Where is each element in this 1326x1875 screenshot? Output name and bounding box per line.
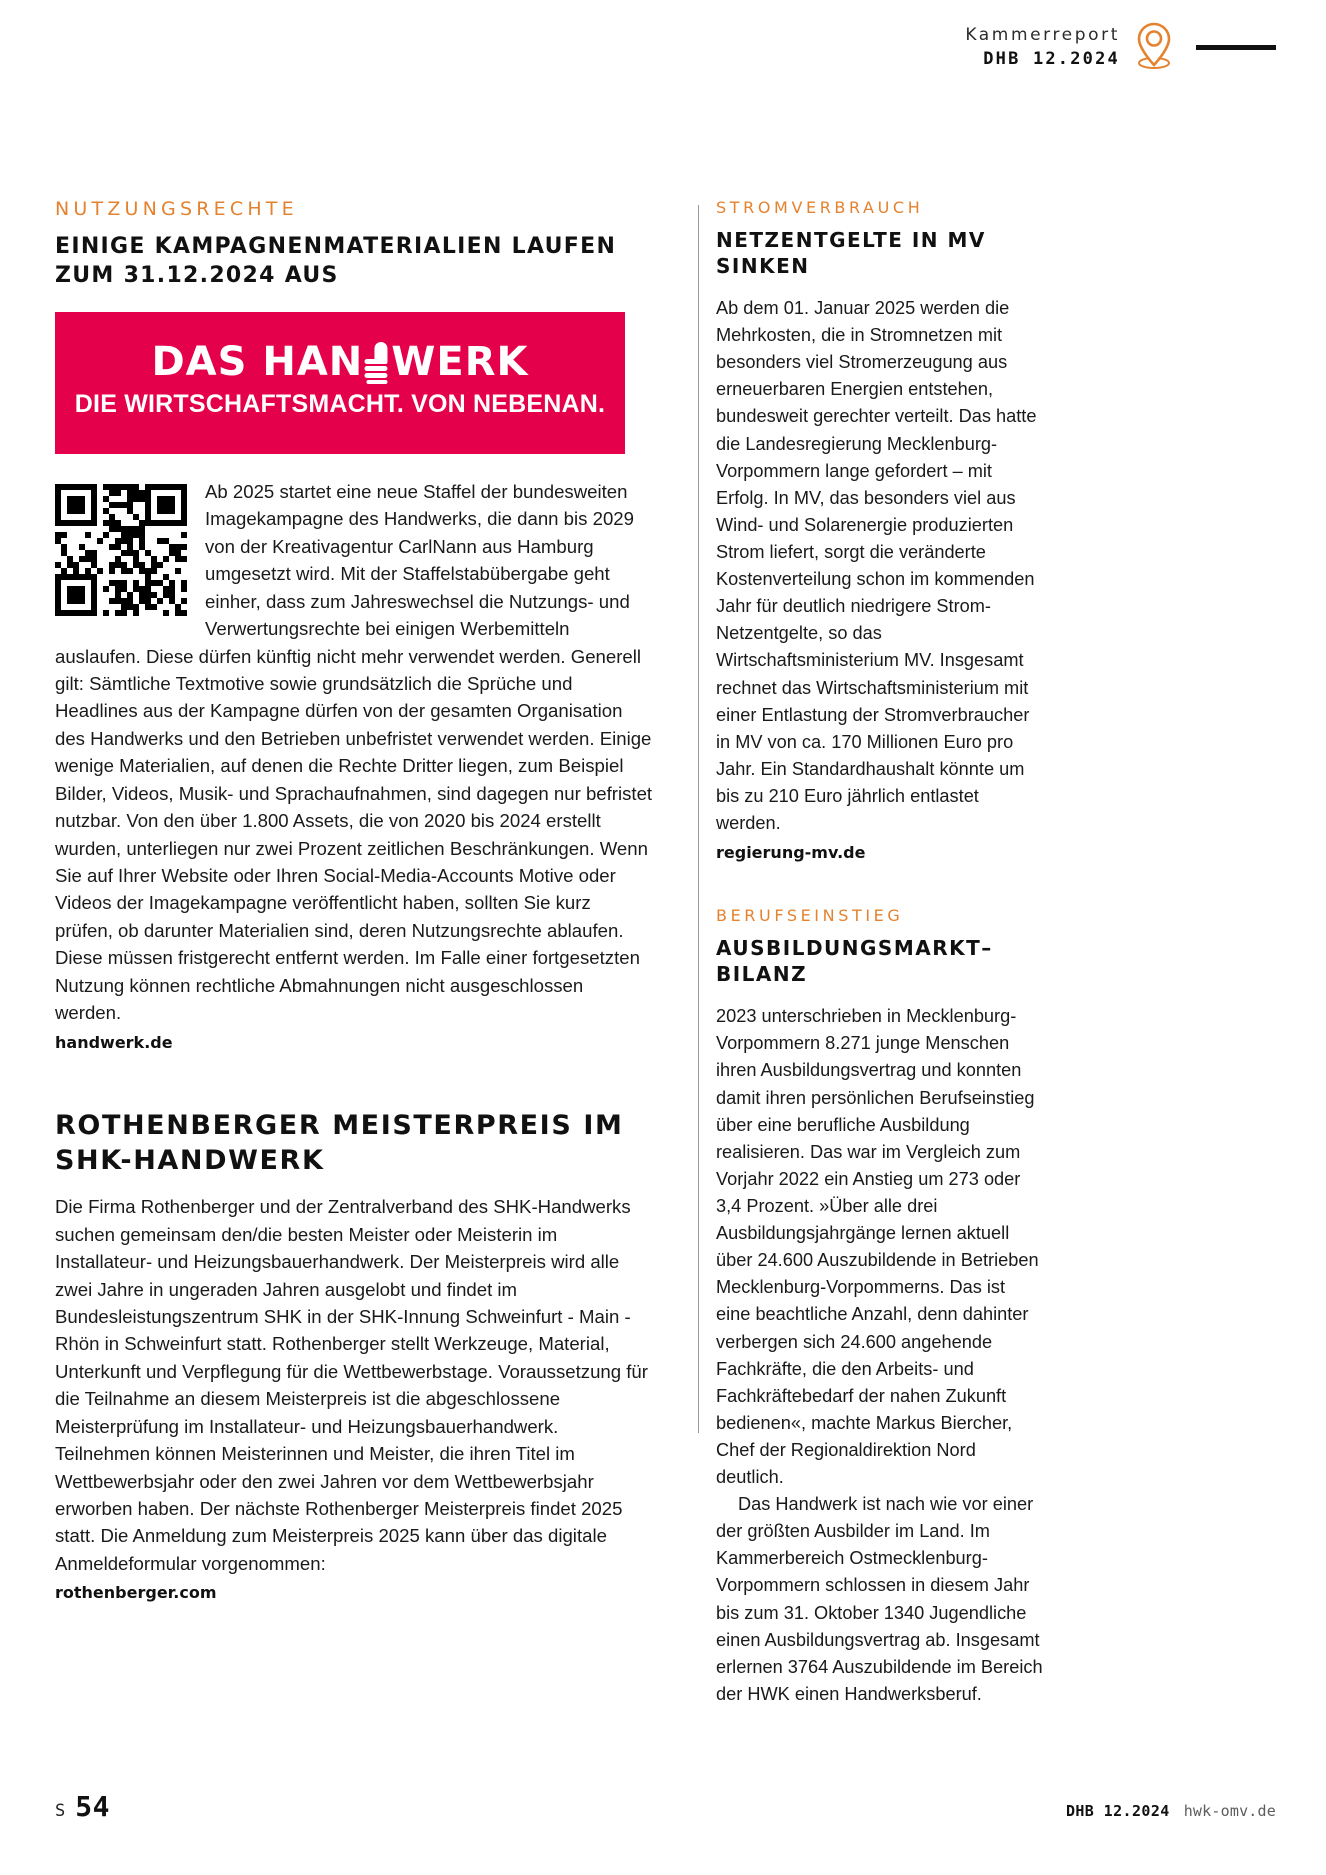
page-footer [55, 1790, 1276, 1823]
footer-issue-label: DHB 12.2024 [1065, 1802, 1170, 1820]
article-headline: AUSBILDUNGSMARKT–BILANZ [716, 936, 993, 987]
footer-website-link[interactable]: hwk-omv.de [1183, 1802, 1276, 1820]
banner-wordmark [151, 339, 529, 386]
article-paragraph: Das Handwerk ist nach wie vor einer der größten Ausbilder im Land. Im Kammerbereich Ostmecklenburg-Vorpommern schlossen in diesem Jahr bis zum 31. Oktober 1340 Jugendliche einen Ausbildungsvertrag ab. Insgesamt erlernen 3764 Auszubildende im Bereich der HWK einen Handwerksberuf. [716, 1494, 1043, 1704]
article-headline: ROTHENBERGER MEISTERPREIS IM SHK-HANDWERK [55, 1109, 624, 1177]
page-content [55, 198, 1271, 1704]
column-divider [698, 205, 699, 1433]
right-column [716, 198, 1044, 1708]
article-nutzungsrechte [55, 198, 653, 1052]
issue-label: DHB 12.2024 [983, 49, 1120, 69]
article-source-link[interactable]: handwerk.de [55, 1032, 173, 1052]
article-kicker: NUTZUNGSRECHTE [55, 198, 298, 220]
banner-tagline: DIE WIRTSCHAFTSMACHT. VON NEBENAN. [74, 390, 606, 419]
article-berufseinstieg [716, 906, 1044, 1708]
banner-wordmark-after: WERK [391, 339, 529, 386]
article-kicker: STROMVERBRAUCH [716, 198, 924, 217]
article-source-link[interactable]: regierung-mv.de [716, 843, 866, 863]
article-source-link[interactable]: rothenberger.com [55, 1583, 217, 1603]
article-paragraph: 2023 unterschrieben in Mecklenburg-Vorpommern 8.271 junge Menschen ihren Ausbildungsvertrag und konnten damit ihren persönlichen Berufseinstieg über eine berufliche Ausbildung realisieren. Das war im Vergleich zum Vorjahr 2022 ein Anstieg um 273 oder 3,4 Prozent. »Über alle drei Ausbildungsjahrgänge lernen aktuell über 24.600 Auszubildende in Betrieben Mecklenburg-Vorpommerns. Das ist eine beachtliche Anzahl, denn dahinter verbergen sich 24.600 angehende Fachkräfte, die den Arbeits- und Fachkräftebedarf der nahen Zukunft bedienen«, machte Markus Biercher, Chef der Regionaldirektion Nord deutlich. [716, 1006, 1039, 1488]
article-body-with-qr [55, 478, 653, 1051]
page-number: 54 [75, 1790, 110, 1823]
header-text-block [965, 25, 1120, 71]
page-header [965, 20, 1276, 75]
location-pin-icon [1134, 20, 1174, 75]
qr-code-icon[interactable] [55, 484, 187, 616]
banner-wordmark-before: DAS HAN [151, 339, 364, 386]
article-stromverbrauch [716, 198, 1044, 862]
article-headline: EINIGE KAMPAGNENMATERIALIEN LAUFEN ZUM 31.12.2024 AUS [55, 234, 617, 289]
publication-name: Kammerreport [965, 24, 1120, 45]
article-kicker: BERUFSEINSTIEG [716, 906, 904, 926]
header-rule [1196, 45, 1276, 50]
das-handwerk-banner [55, 312, 625, 454]
article-headline: NETZENTGELTE IN MV SINKEN [716, 228, 986, 278]
footer-page-prefix: S [55, 1801, 67, 1821]
article-paragraph: Ab 2025 startet eine neue Staffel der bundesweiten Imagekampagne des Handwerks, die dann bis 2029 von der Kreativagentur CarlNann aus Hamburg umgesetzt wird. Mit der Staffelstabübergabe geht einher, dass zum Jahreswechsel die Nutzungs- und Verwertungsrechte bei einigen Werbemitteln auslaufen. Diese dürfen künftig nicht mehr verwendet werden. Generell gilt: Sämtliche Textmotive sowie grundsätzlich die Sprüche und Headlines aus der Kampagne dürfen von der gesamten Organisation des Handwerks und den Betrieben unbefristet verwendet werden. Einige wenige Materialien, auf denen die Rechte Dritter liegen, zum Beispiel Bilder, Videos, Musik- und Sprachaufnahmen, sind dagegen nur befristet nutzbar. Von den über 1.800 Assets, die von 2020 bis 2024 erstellt wurden, unterliegen nur zwei Prozent zeitlichen Beschränkungen. Wenn Sie auf Ihrer Website oder Ihren Social-Media-Accounts Motive oder Videos der Imagekampagne veröffentlicht haben, sollten Sie kurz prüfen, ob darunter Materialien sind, deren Nutzungsrechte ablaufen. Diese müssen fristgerecht entfernt werden. Im Falle einer fortgesetzten Nutzung können rechtliche Abmahnungen nicht ausgeschlossen werden. [55, 481, 653, 1024]
thumbs-up-icon [364, 342, 390, 384]
article-rothenberger [55, 1108, 653, 1603]
footer-issue-block [1066, 1802, 1276, 1820]
left-column [55, 198, 653, 1602]
article-paragraph: Die Firma Rothenberger und der Zentralverband des SHK-Handwerks suchen gemeinsam den/die besten Meister oder Meisterin im Installateur- und Heizungsbauerhandwerk. Der Meisterpreis wird alle zwei Jahre in ungeraden Jahren ausgelobt und findet im Bundesleistungszentrum SHK in der SHK-Innung Schweinfurt - Main - Rhön in Schweinfurt statt. Rothenberger stellt Werkzeuge, Material, Unterkunft und Verpflegung für die Wettbewerbstage. Voraussetzung für die Teilnahme an diesem Meisterpreis ist die abgeschlossene Meisterprüfung im Installateur- und Heizungsbauerhandwerk. Teilnehmen können Meisterinnen und Meister, die ihren Titel im Wettbewerbsjahr oder den zwei Jahren vor dem Wettbewerbsjahr erworben haben. Der nächste Rothenberger Meisterpreis findet 2025 statt. Die Anmeldung zum Meisterpreis 2025 kann über das digitale Anmeldeformular vorgenommen: [55, 1196, 648, 1574]
article-paragraph: Ab dem 01. Januar 2025 werden die Mehrkosten, die in Stromnetzen mit besonders viel Stromerzeugung aus erneuerbaren Energien entstehen, bundesweit gerechter verteilt. Das hatte die Landesregierung Mecklenburg-Vorpommern lange gefordert – mit Erfolg. In MV, das besonders viel aus Wind- und Solarenergie produzierten Strom liefert, sorgt die veränderte Kostenverteilung schon im kommenden Jahr für deutlich niedrigere Strom-Netzentgelte, so das Wirtschaftsministerium MV. Insgesamt rechnet das Wirtschaftsministerium mit einer Entlastung der Stromverbraucher in MV von ca. 170 Millionen Euro pro Jahr. Ein Standardhaushalt könnte um bis zu 210 Euro jährlich entlastet werden. [716, 298, 1037, 834]
footer-page-marker [55, 1790, 110, 1823]
